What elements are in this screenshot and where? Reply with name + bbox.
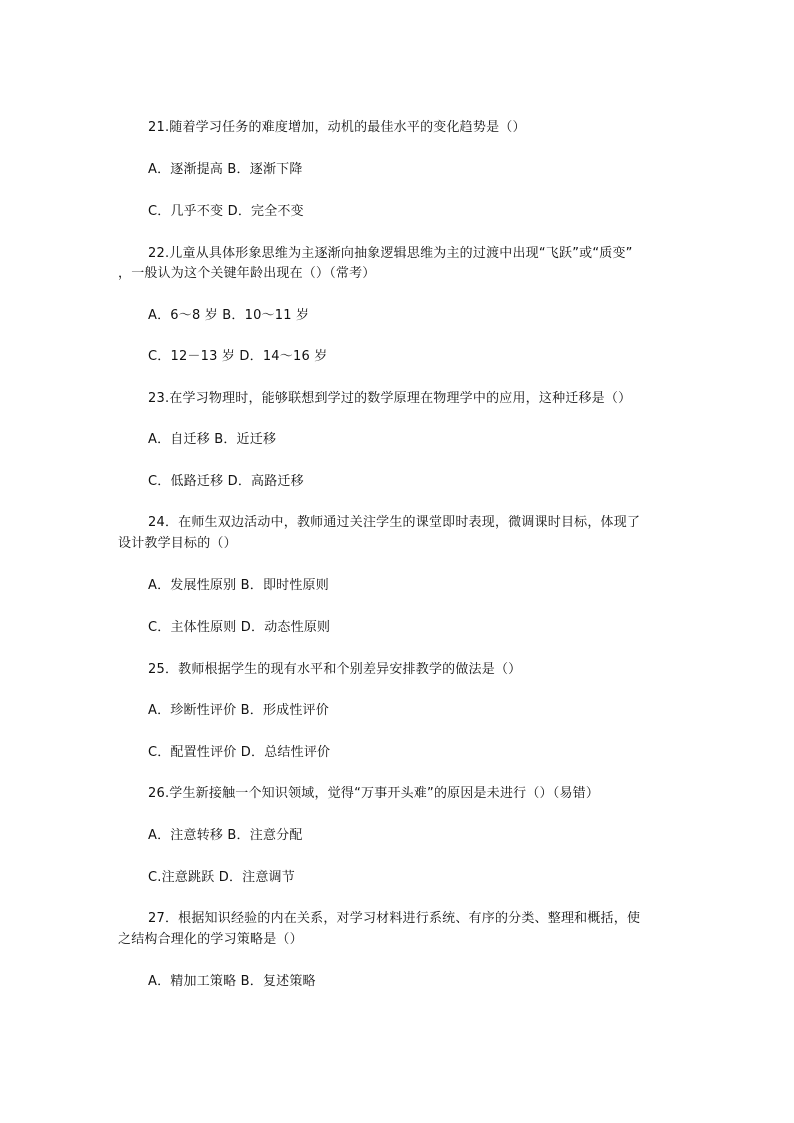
question-24-options-cd: C．主体性原则 D．动态性原则 xyxy=(148,620,331,635)
question-23-stem: 23.在学习物理时，能够联想到学过的数学原理在物理学中的应用，这种迁移是（） xyxy=(148,391,632,406)
question-24-stem-line2: 设计教学目标的（） xyxy=(118,536,237,551)
question-26-options-cd: C.注意跳跃 D．注意调节 xyxy=(148,870,295,885)
question-24-options-ab: A．发展性原别 B．即时性原则 xyxy=(148,578,329,593)
question-22-options-cd: C．12－13 岁 D．14～16 岁 xyxy=(148,349,328,364)
question-22-stem-line2: ，一般认为这个关键年龄出现在（）（常考） xyxy=(118,266,376,281)
question-25-options-cd: C．配置性评价 D．总结性评价 xyxy=(148,745,331,760)
question-23-options-ab: A．自迁移 B．近迁移 xyxy=(148,432,277,447)
question-22-options-ab: A．6～8 岁 B．10～11 岁 xyxy=(148,308,310,323)
question-27-stem-line1: 27．根据知识经验的内在关系，对学习材料进行系统、有序的分类、整理和概括，使 xyxy=(148,911,641,926)
question-24-stem-line1: 24．在师生双边活动中，教师通过关注学生的课堂即时表现，微调课时目标，体现了 xyxy=(148,515,641,530)
question-26-options-ab: A．注意转移 B．注意分配 xyxy=(148,828,303,843)
question-23-options-cd: C．低路迁移 D．高路迁移 xyxy=(148,474,304,489)
question-22-stem-line1: 22.儿童从具体形象思维为主逐渐向抽象逻辑思维为主的过渡中出现“飞跃”或“质变” xyxy=(148,246,633,261)
question-25-options-ab: A．珍断性评价 B．形成性评价 xyxy=(148,703,329,718)
question-25-stem: 25．教师根据学生的现有水平和个别差异安排教学的做法是（） xyxy=(148,662,522,677)
question-27-stem-line2: 之结构合理化的学习策略是（） xyxy=(118,932,303,947)
question-27-options-ab: A．精加工策略 B．复述策略 xyxy=(148,974,316,989)
question-26-stem: 26.学生新接触一个知识领域，觉得“万事开头难”的原因是未进行（）（易错） xyxy=(148,786,600,801)
question-21-options-ab: A．逐渐提高 B．逐渐下降 xyxy=(148,162,303,177)
question-21-options-cd: C．几乎不变 D．完全不变 xyxy=(148,204,304,219)
question-21-stem: 21.随着学习任务的难度增加，动机的最佳水平的变化趋势是（） xyxy=(148,120,526,135)
